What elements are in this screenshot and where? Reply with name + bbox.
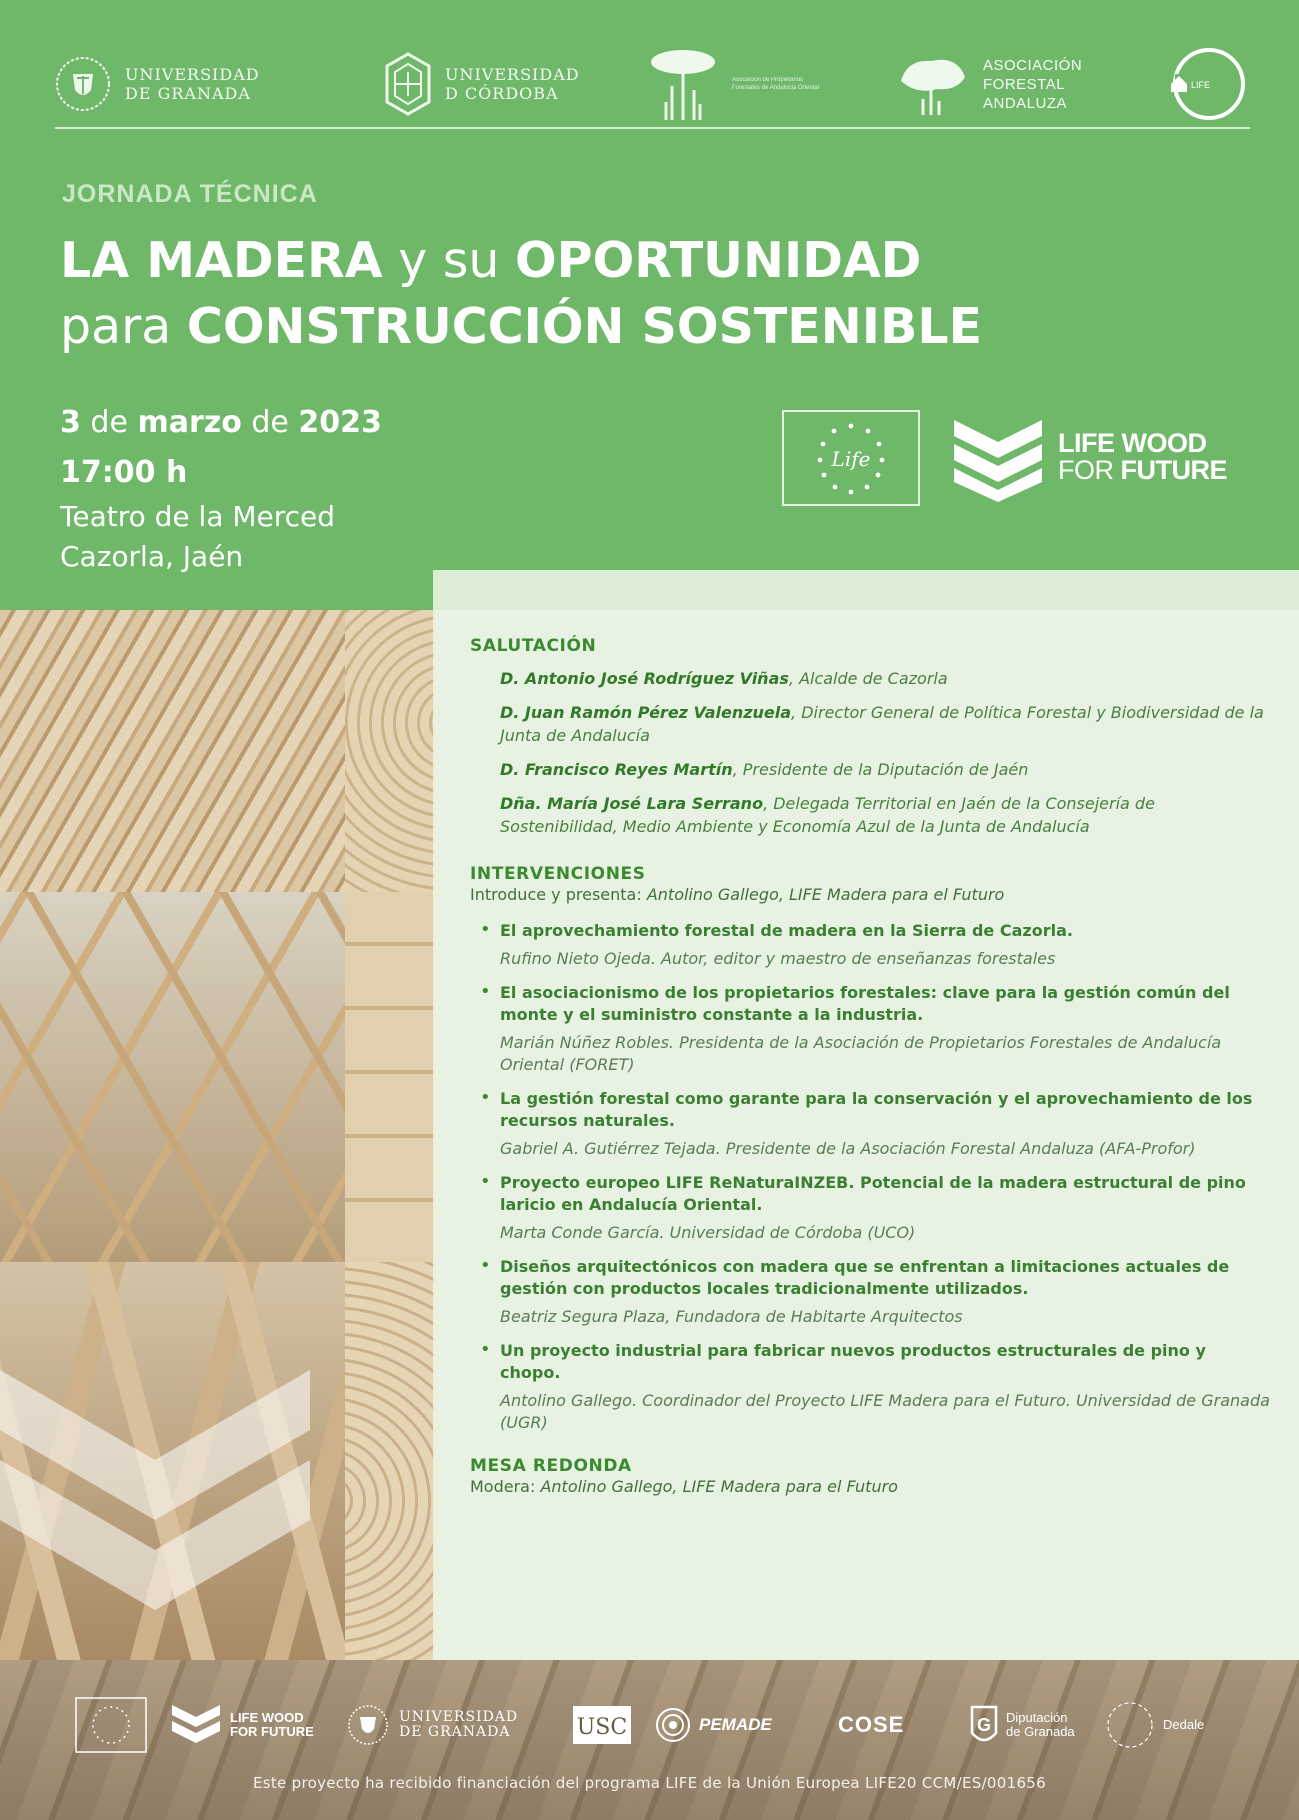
title-part: para <box>60 298 187 355</box>
footer-band <box>0 1660 1299 1820</box>
title-part: CONSTRUCCIÓN SOSTENIBLE <box>186 298 983 355</box>
tree-icon <box>648 46 718 122</box>
house-circle-icon <box>1165 44 1245 124</box>
talk-item: • El asociacionismo de los propietarios forestales: clave para la gestión común del monte y el suministro constante a la industria. Marián Núñez Robles. Presidenta de la Asociación de Propietarios Forestales de Andalucía Oriental (FORET) <box>470 982 1270 1076</box>
header-band <box>0 0 1299 610</box>
talk-item: • Un proyecto industrial para fabricar nuevos productos estructurales de pino y chopo. Antolino Gallego. Coordinador del Proyecto LIFE Madera para el Futuro. Universidad de Granada (UGR) <box>470 1340 1270 1434</box>
programme <box>470 636 1270 1498</box>
wood-planks-photo <box>345 892 435 1262</box>
talk-list <box>470 920 1270 1434</box>
sponsor-logos <box>75 1692 1235 1758</box>
partner-logos <box>55 40 1250 128</box>
talk-item: • El aprovechamiento forestal de madera en la Sierra de Cazorla. Rufino Nieto Ojeda. Autor, editor y maestro de enseñanzas forestales <box>470 920 1270 970</box>
talk-item: • La gestión forestal como garante para la conservación y el aprovechamiento de los recursos naturales. Gabriel A. Gutiérrez Tejada. Presidente de la Asociación Forestal Andaluza (AFA-Profor) <box>470 1088 1270 1160</box>
wood-grain-photo <box>345 1262 435 1660</box>
footer-ugr-logo: UNIVERSIDAD DE GRANADA <box>347 1692 518 1758</box>
event-date-time: 3 de marzo de 2023 17:00 h <box>60 405 382 490</box>
andalusia-tree-icon <box>897 51 969 117</box>
eu-life-logo <box>782 410 920 506</box>
spiral-icon <box>655 1707 691 1743</box>
mesa-redonda-heading: MESA REDONDA <box>470 1456 632 1476</box>
footer-pemade-logo: PEMADE <box>655 1692 772 1758</box>
footer-life-logo <box>75 1692 147 1758</box>
wood-rings-photo <box>345 610 435 892</box>
greeting-item: D. Antonio José Rodríguez Viñas, Alcalde de Cazorla <box>500 669 948 688</box>
logo-universidad-granada: UNIVERSIDAD DE GRANADA <box>55 40 260 128</box>
life-wood-for-future-logo: LIFE WOOD FOR FUTURE <box>950 412 1227 502</box>
event-title <box>60 228 982 360</box>
salutacion-list <box>470 667 1270 838</box>
event-venue: Teatro de la Merced Cazorla, Jaén <box>60 500 336 573</box>
footer-lwff-logo: LIFE WOOD FOR FUTURE <box>170 1692 314 1758</box>
chevron-watermark-icon <box>0 1350 310 1650</box>
funding-statement: Este proyecto ha recibido financiación del programa LIFE de la Unión Europea LIFE20 CCM/ES/001656 <box>252 1774 1046 1792</box>
svg-text:G: G <box>976 1715 992 1735</box>
granada-crest-icon <box>55 56 111 112</box>
footer-usc-logo <box>572 1692 632 1758</box>
curved-wood-photo <box>0 610 345 892</box>
greeting-item: D. Francisco Reyes Martín, Presidente de la Diputación de Jaén <box>500 760 1029 779</box>
logo-life-circle <box>1165 40 1245 128</box>
roof-truss-photo <box>0 892 345 1262</box>
title-part: LA MADERA <box>60 232 383 289</box>
logo-universidad-cordoba: UNIVERSIDAD D CÓRDOBA <box>385 40 580 128</box>
talk-item: • Diseños arquitectónicos con madera que se enfrentan a limitaciones actuales de gestión con productos locales tradicionalmente utilizados. Beatriz Segura Plaza, Fundadora de Habitarte Arquitectos <box>470 1256 1270 1328</box>
intervenciones-heading: INTERVENCIONES <box>470 864 646 884</box>
event-time: 17:00 h <box>60 455 188 490</box>
header-divider <box>55 127 1250 129</box>
diputacion-shield-icon <box>970 1703 998 1747</box>
footer-diputacion-logo: G Diputación de Granada <box>970 1692 1075 1758</box>
svg-text:USC: USC <box>576 1715 628 1740</box>
dedale-circle-icon <box>1105 1700 1155 1750</box>
granada-crest-icon <box>347 1704 389 1746</box>
logo-propietarios-forestales: Asociación de Propietarios Forestales de Andalucía Oriental <box>648 40 827 128</box>
usc-icon <box>572 1704 632 1746</box>
footer-cose-logo: COSE <box>838 1712 905 1737</box>
svg-text:Life: Life <box>831 447 871 471</box>
intervenciones-intro: Introduce y presenta: Antolino Gallego, LIFE Madera para el Futuro <box>470 885 1005 904</box>
eu-stars-icon <box>796 418 906 498</box>
cordoba-emblem-icon <box>385 52 431 116</box>
chevron-stack-icon <box>170 1701 222 1749</box>
salutacion-heading: SALUTACIÓN <box>470 636 597 656</box>
talk-item: • Proyecto europeo LIFE ReNaturaINZEB. Potencial de la madera estructural de pino laricio en Andalucía Oriental. Marta Conde García. Universidad de Córdoba (UCO) <box>470 1172 1270 1244</box>
chevron-stack-icon <box>950 412 1046 502</box>
logo-asociacion-forestal-andaluza: ASOCIACIÓN FORESTAL ANDALUZA <box>897 40 1082 128</box>
greeting-item: Dña. María José Lara Serrano, Delegada Territorial en Jaén de la Consejería de Sostenibilidad, Medio Ambiente y Economía Azul de la Junta de Andalucía <box>500 794 1155 836</box>
greeting-item: D. Juan Ramón Pérez Valenzuela, Director General de Política Forestal y Biodiversidad de la Junta de Andalucía <box>500 703 1264 745</box>
title-part: y su <box>382 232 515 289</box>
eu-life-icon <box>75 1697 147 1753</box>
mesa-redonda-moderator: Modera: Antolino Gallego, LIFE Madera para el Futuro <box>470 1477 898 1496</box>
svg-text:LIFE: LIFE <box>1191 80 1211 90</box>
footer-dedale-logo: Dedale <box>1105 1692 1204 1758</box>
title-part: OPORTUNIDAD <box>515 232 922 289</box>
event-kicker: JORNADA TÉCNICA <box>62 180 318 208</box>
